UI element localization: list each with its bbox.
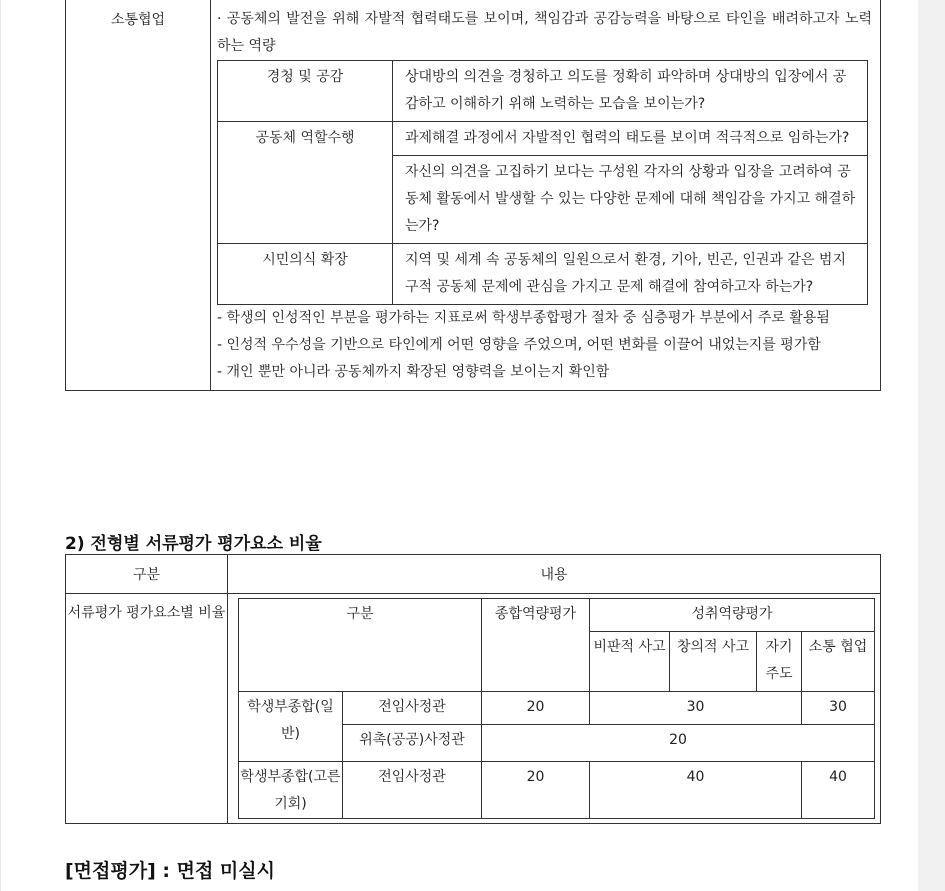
inner-header: 구분 — [239, 599, 482, 692]
section-heading: 2) 전형별 서류평가 평가요소 비율 — [65, 534, 322, 554]
ratio-inner-table — [238, 598, 875, 819]
competency-table — [65, 0, 881, 391]
ratio-value: 30 — [590, 692, 802, 725]
ratio-value: 20 — [482, 692, 590, 725]
criteria-table — [217, 60, 868, 305]
ratio-value: 30 — [802, 692, 875, 725]
inner-header: 종합역량평가 — [482, 599, 590, 692]
column-header: 구분 — [66, 555, 228, 594]
ratio-value: 40 — [802, 762, 875, 819]
criteria-question: 과제해결 과정에서 자발적인 협력의 태도를 보이며 적극적으로 임하는가? — [393, 122, 868, 156]
competency-lead: · 공동체의 발전을 위해 자발적 협력태도를 보이며, 책임감과 공감능력을 바탕으로 타인을 배려하고자 노력하는 역량 — [217, 11, 872, 54]
page-edge — [0, 0, 1, 891]
criteria-question: 지역 및 세계 속 공동체의 일원으로서 환경, 기아, 빈곤, 인권과 같은 범지구적 공동체 문제에 관심을 가지고 문제 해결에 참여하고자 하는가? — [393, 244, 868, 305]
sub-header: 소통 협업 — [802, 632, 875, 692]
criteria-row — [218, 122, 868, 156]
criteria-key: 시민의식 확장 — [218, 244, 393, 305]
sub-header: 창의적 사고 — [670, 632, 757, 692]
ratio-value: 20 — [482, 762, 590, 819]
ratio-value: 20 — [482, 725, 875, 762]
sub-header: 비판적 사고 — [590, 632, 670, 692]
evaluator-type: 전임사정관 — [343, 692, 482, 725]
evaluator-type: 전임사정관 — [343, 762, 482, 819]
evaluator-type: 위촉(공공)사정관 — [343, 725, 482, 762]
note-line: - 개인 뿐만 아니라 공동체까지 확장된 영향력을 보이는지 확인함 — [217, 364, 610, 380]
criteria-question: 자신의 의견을 고집하기 보다는 구성원 각자의 상황과 입장을 고려하여 공동체 활동에서 발생할 수 있는 다양한 문제에 대해 책임감을 가지고 해결하는가? — [393, 156, 868, 244]
note-line: - 학생의 인성적인 부분을 평가하는 지표로써 학생부종합평가 절차 중 심층평가 부분에서 주로 활용됨 — [217, 310, 830, 326]
sub-header: 자기 주도 — [757, 632, 802, 692]
ratio-table — [65, 554, 881, 824]
criteria-key: 경청 및 공감 — [218, 61, 393, 122]
column-header: 내용 — [228, 555, 881, 594]
competency-label: 소통협업 — [66, 0, 211, 391]
criteria-question: 상대방의 의견을 경청하고 의도를 정확히 파악하며 상대방의 입장에서 공감하고 이해하기 위해 노력하는 모습을 보이는가? — [393, 61, 868, 122]
criteria-row — [218, 61, 868, 122]
admission-type: 학생부종합(고른기회) — [239, 762, 343, 819]
admission-type: 학생부종합(일반) — [239, 692, 343, 762]
criteria-key: 공동체 역할수행 — [218, 122, 393, 244]
inner-header: 성취역량평가 — [590, 599, 875, 632]
ratio-value: 40 — [590, 762, 802, 819]
row-label: 서류평가 평가요소별 비율 — [66, 594, 228, 824]
competency-body — [211, 0, 881, 391]
scroll-gutter[interactable] — [918, 0, 945, 891]
ratio-content — [228, 594, 881, 824]
criteria-row — [218, 244, 868, 305]
interview-heading: [면접평가] : 면접 미실시 — [65, 860, 275, 882]
note-line: - 인성적 우수성을 기반으로 타인에게 어떤 영향을 주었으며, 어떤 변화를 이끌어 내었는지를 평가함 — [217, 337, 821, 353]
